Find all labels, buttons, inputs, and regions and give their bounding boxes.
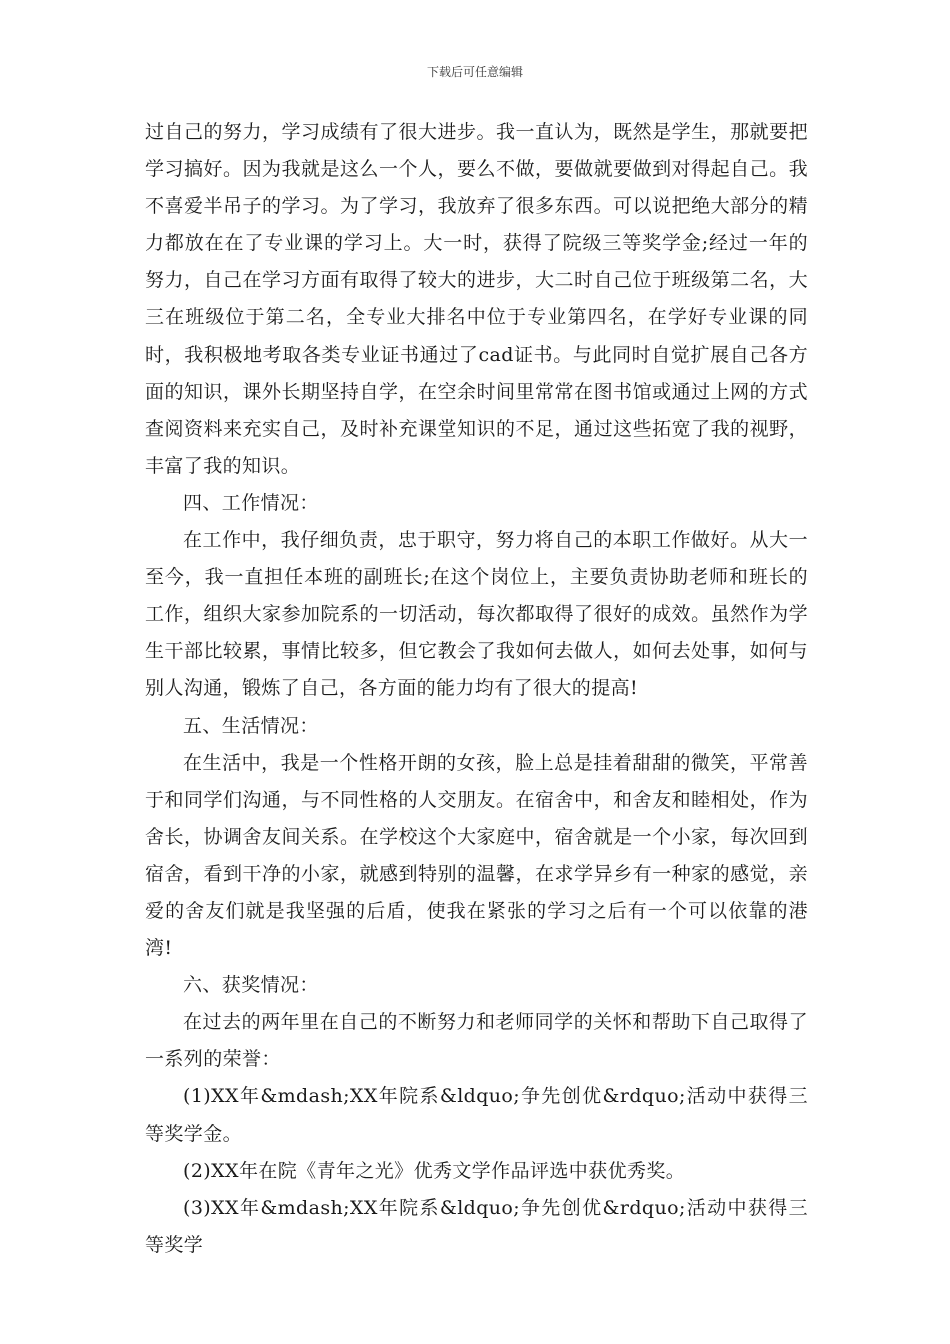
paragraph-continuation: 过自己的努力，学习成绩有了很大进步。我一直认为，既然是学生，那就要把学习搞好。因为我就是这么一个人，要么不做，要做就要做到对得起自己。我不喜爱半吊子的学习。为了学习，我放弃了很多东西。可以说把绝大部分的精力都放在在了专业课的学习上。大一时，获得了院级三等奖学金;经过一年的努力，自己在学习方面有取得了较大的进步，大二时自己位于班级第二名，大三在班级位于第二名，全专业大排名中位于专业第四名，在学好专业课的同时，我积极地考取各类专业证书通过了cad证书。与此同时自觉扩展自己各方面的知识，课外长期坚持自学，在空余时间里常常在图书馆或通过上网的方式查阅资料来充实自己，及时补充课堂知识的不足，通过这些拓宽了我的视野，丰富了我的知识。 [145,121,808,477]
paragraph-life: 在生活中，我是一个性格开朗的女孩，脸上总是挂着甜甜的微笑，平常善于和同学们沟通，与不同性格的人交朋友。在宿舍中，和舍友和睦相处，作为舍长，协调舍友间关系。在学校这个大家庭中，宿舍就是一个小家，每次回到宿舍，看到干净的小家，就感到特别的温馨，在求学异乡有一种家的感觉，亲爱的舍友们就是我坚强的后盾，使我在紧张的学习之后有一个可以依靠的港湾! [145,751,808,960]
section-heading-awards: 六、获奖情况： [183,974,319,997]
paragraph-work: 在工作中，我仔细负责，忠于职守，努力将自己的本职工作做好。从大一至今，我一直担任本班的副班长;在这个岗位上，主要负责协助老师和班长的工作，组织大家参加院系的一切活动，每次都取得了很好的成效。虽然作为学生干部比较累，事情比较多，但它教会了我如何去做人，如何去处事，如何与别人沟通，锻炼了自己，各方面的能力均有了很大的提高! [145,529,808,700]
paragraph-awards-intro: 在过去的两年里在自己的不断努力和老师同学的关怀和帮助下自己取得了一系列的荣誉： [145,1011,808,1071]
section-heading-life: 五、生活情况： [183,714,319,737]
award-item-3: (3)XX年&mdash;XX年院系&ldquo;争先创优&rdquo;活动中获得三等奖学 [145,1196,808,1256]
award-item-1: (1)XX年&mdash;XX年院系&ldquo;争先创优&rdquo;活动中获得三等奖学金。 [145,1085,808,1145]
page-header: 下载后可任意编辑 [426,65,523,79]
section-heading-work: 四、工作情况： [183,491,319,514]
award-item-2: (2)XX年在院《青年之光》优秀文学作品评选中获优秀奖。 [183,1159,686,1182]
document-body [145,114,808,1264]
